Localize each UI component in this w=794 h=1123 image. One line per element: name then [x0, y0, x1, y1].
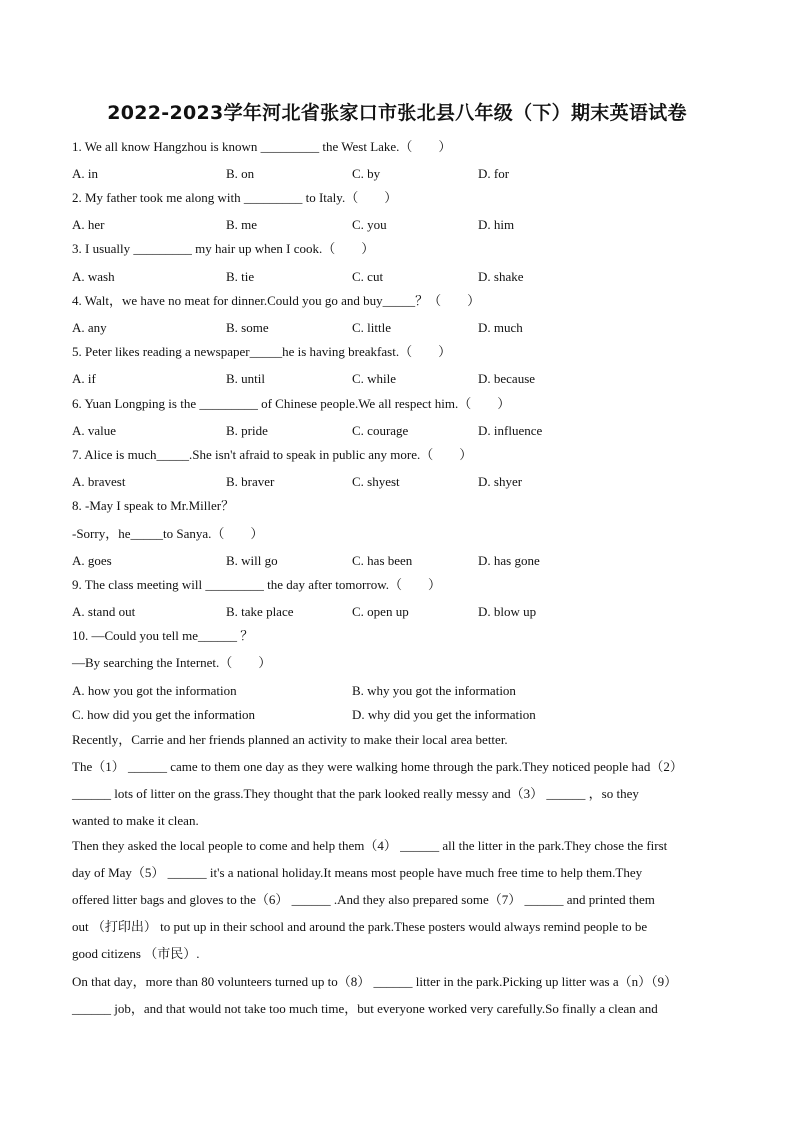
question-8-stem: 8. -May I speak to Mr.Miller？ [72, 498, 235, 513]
question-7-option-b[interactable]: B. braver [226, 474, 275, 489]
question-8-option-a[interactable]: A. goes [72, 553, 112, 568]
question-7-option-a[interactable]: A. bravest [72, 474, 126, 489]
passage-line: Then they asked the local people to come and help them（4） ______ all the litter in the park.They chose the first [72, 838, 668, 853]
question-8-option-d[interactable]: D. has gone [478, 553, 540, 568]
question-1-option-d[interactable]: D. for [478, 166, 510, 181]
question-1-stem: 1. We all know Hangzhou is known _________ the West Lake.（ ） [72, 139, 452, 154]
passage-line: ______ job，and that would not take too much time，but everyone worked very carefully.So finally a clean and [72, 1001, 658, 1016]
question-6-option-d[interactable]: D. influence [478, 423, 543, 438]
question-6-option-b[interactable]: B. pride [226, 423, 268, 438]
question-9-stem: 9. The class meeting will _________ the day after tomorrow.（ ） [72, 577, 441, 592]
question-3-stem: 3. I usually _________ my hair up when I cook.（ ） [72, 241, 375, 256]
question-5-option-c[interactable]: C. while [352, 371, 397, 386]
question-5-option-a[interactable]: A. if [72, 371, 96, 386]
question-6-option-c[interactable]: C. courage [352, 423, 409, 438]
question-10-option-d[interactable]: D. why did you get the information [352, 707, 536, 722]
question-8-option-b[interactable]: B. will go [226, 553, 278, 568]
question-3-option-a[interactable]: A. wash [72, 269, 115, 284]
question-10-option-b[interactable]: B. why you got the information [352, 683, 516, 698]
question-9-option-d[interactable]: D. blow up [478, 604, 537, 619]
passage-line: Recently，Carrie and her friends planned an activity to make their local area better. [72, 732, 508, 747]
question-8-option-c[interactable]: C. has been [352, 553, 413, 568]
question-10-option-a[interactable]: A. how you got the information [72, 683, 237, 698]
question-3-option-b[interactable]: B. tie [226, 269, 255, 284]
question-2-option-c[interactable]: C. you [352, 217, 387, 232]
passage-line: On that day，more than 80 volunteers turned up to（8） ______ litter in the park.Picking up litter was a（n）（9） [72, 974, 678, 989]
question-1-option-c[interactable]: C. by [352, 166, 381, 181]
passage-line: ______ lots of litter on the grass.They thought that the park looked really messy and（3） ______ ，so they [72, 786, 639, 801]
page-title: 2022-2023学年河北省张家口市张北县八年级（下）期末英语试卷 [107, 102, 687, 124]
question-2-stem: 2. My father took me along with _________ to Italy.（ ） [72, 190, 398, 205]
question-5-stem: 5. Peter likes reading a newspaper_____he is having breakfast.（ ） [72, 344, 452, 359]
question-2-option-b[interactable]: B. me [226, 217, 258, 232]
question-7-option-d[interactable]: D. shyer [478, 474, 523, 489]
passage-line: wanted to make it clean. [72, 813, 199, 828]
question-1-option-a[interactable]: A. in [72, 166, 98, 181]
question-6-stem: 6. Yuan Longping is the _________ of Chinese people.We all respect him.（ ） [72, 396, 511, 411]
question-3-option-d[interactable]: D. shake [478, 269, 524, 284]
question-5-option-b[interactable]: B. until [226, 371, 266, 386]
question-9-option-b[interactable]: B. take place [226, 604, 294, 619]
question-4-option-d[interactable]: D. much [478, 320, 523, 335]
passage-line: day of May（5） ______ it's a national holiday.It means most people have much free time to help them.They [72, 865, 643, 880]
question-3-option-c[interactable]: C. cut [352, 269, 384, 284]
question-9-option-c[interactable]: C. open up [352, 604, 409, 619]
question-10-stem-2: —By searching the Internet.（ ） [72, 655, 272, 670]
question-4-option-a[interactable]: A. any [72, 320, 107, 335]
passage-line: offered litter bags and gloves to the（6） ______ .And they also prepared some（7） ______ and printed them [72, 892, 655, 907]
question-5-option-d[interactable]: D. because [478, 371, 536, 386]
passage-line: The（1） ______ came to them one day as they were walking home through the park.They noticed people had（2） [72, 759, 683, 774]
passage-line: good citizens （市民）. [72, 946, 200, 961]
question-10-option-c[interactable]: C. how did you get the information [72, 707, 256, 722]
question-1-option-b[interactable]: B. on [226, 166, 255, 181]
question-7-option-c[interactable]: C. shyest [352, 474, 400, 489]
question-9-option-a[interactable]: A. stand out [72, 604, 136, 619]
question-2-option-a[interactable]: A. her [72, 217, 105, 232]
question-8-stem-2: -Sorry，he_____to Sanya.（ ） [72, 526, 264, 541]
question-10-stem: 10. —Could you tell me______ ？ [72, 628, 254, 643]
question-4-option-b[interactable]: B. some [226, 320, 269, 335]
passage-line: out （打印出） to put up in their school and around the park.These posters would always remind people to be [72, 919, 648, 934]
question-7-stem: 7. Alice is much_____.She isn't afraid to speak in public any more.（ ） [72, 447, 473, 462]
question-4-stem: 4. Walt，we have no meat for dinner.Could you go and buy_____？（ ） [72, 293, 481, 308]
question-2-option-d[interactable]: D. him [478, 217, 515, 232]
question-6-option-a[interactable]: A. value [72, 423, 117, 438]
question-4-option-c[interactable]: C. little [352, 320, 391, 335]
